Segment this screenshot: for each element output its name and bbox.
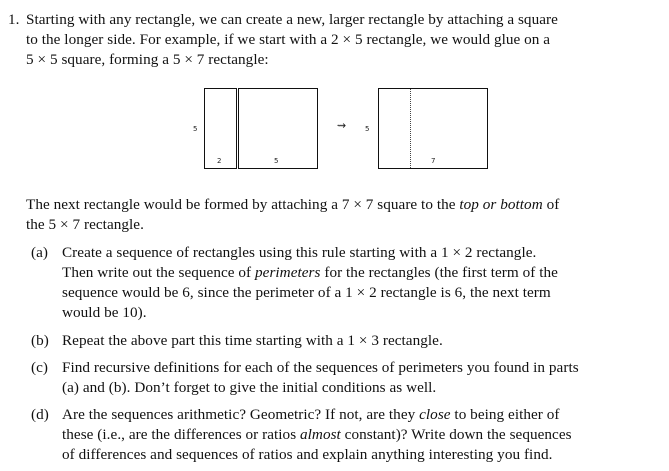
part-a-line-1: Create a sequence of rectangles using this rule starting with a 1 × 2 rectangle. [62, 244, 537, 261]
square-width-label: 5 [274, 157, 279, 165]
squiggle-arrow-icon: ⇝ [337, 119, 347, 132]
part-a-label: (a) [31, 244, 49, 261]
intro-line-1: Starting with any rectangle, we can create a new, larger rectangle by attaching a square [26, 11, 558, 28]
part-c-line-1: Find recursive definitions for each of the sequences of perimeters you found in parts [62, 359, 579, 376]
intro-line-2: to the longer side. For example, if we start with a 2 × 5 rectangle, we would glue on a [26, 31, 551, 48]
right-height-label: 5 [365, 125, 370, 133]
next-line-2: the 5 × 7 rectangle. [26, 216, 144, 233]
rectangle-figure [190, 84, 500, 176]
part-d-line-2: these (i.e., are the differences or ratios almost constant)? Write down the sequences [62, 426, 572, 443]
left-height-label: 5 [193, 125, 198, 133]
part-a-line-4: would be 10). [62, 304, 147, 321]
problem-number: 1. [8, 11, 20, 28]
part-d-label: (d) [31, 406, 49, 423]
part-c-line-2: (a) and (b). Don’t forget to give the initial conditions as well. [62, 379, 437, 396]
intro-line-3: 5 × 5 square, forming a 5 × 7 rectangle: [26, 51, 269, 68]
dotted-divider [410, 89, 411, 168]
part-b-line-1: Repeat the above part this time starting with a 1 × 3 rectangle. [62, 332, 443, 349]
next-line-1: The next rectangle would be formed by attaching a 7 × 7 square to the top or bottom of [26, 196, 560, 213]
part-d-line-1: Are the sequences arithmetic? Geometric? If not, are they close to being either of [62, 406, 560, 423]
result-width-label: 7 [431, 157, 436, 165]
part-b-label: (b) [31, 332, 49, 349]
small-width-label: 2 [217, 157, 222, 165]
part-a-line-2: Then write out the sequence of perimeters for the rectangles (the first term of the [62, 264, 558, 281]
part-a-line-3: sequence would be 6, since the perimeter of a 1 × 2 rectangle is 6, the next term [62, 284, 551, 301]
part-c-label: (c) [31, 359, 49, 376]
part-d-line-3: of differences and sequences of ratios and explain anything interesting you find. [62, 446, 553, 463]
